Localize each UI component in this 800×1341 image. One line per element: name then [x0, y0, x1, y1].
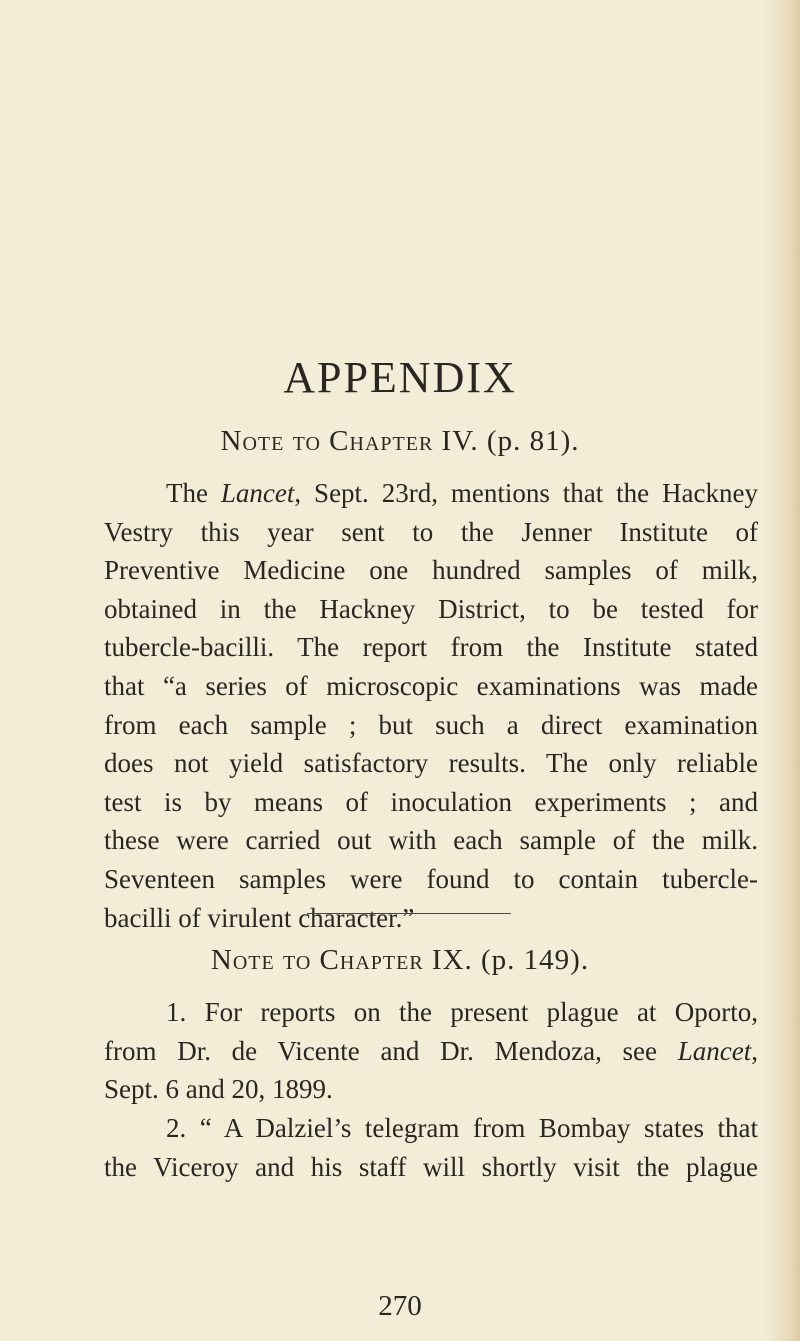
note-to-word: to: [282, 944, 312, 976]
paragraph-line: obtained in the Hackney District, to be tested for: [104, 593, 758, 624]
appendix-heading: APPENDIX: [283, 353, 517, 402]
paragraph-line: Sept. 6 and 20, 1899.: [104, 1074, 333, 1105]
note-chapter-ix-title: [0, 944, 800, 977]
note-chapter-iv-paragraph: [104, 474, 758, 937]
page-edge-shadow: [764, 0, 800, 1341]
note-word: Note: [220, 425, 285, 457]
note-chapter-number: IX. (p. 149).: [431, 944, 590, 976]
paragraph-line: from each sample ; but such a direct examination: [104, 709, 758, 740]
paragraph-line: Preventive Medicine one hundred samples of milk,: [104, 555, 758, 586]
paragraph-line: does not yield satisfactory results. The only reliable: [104, 748, 758, 779]
section-divider: [307, 913, 511, 914]
paragraph-line: these were carried out with each sample of the milk.: [104, 825, 758, 856]
note-word: Note: [210, 944, 275, 976]
note-chapter-ix-item-2: [104, 1109, 758, 1186]
paragraph-line: bacilli of virulent character.”: [104, 902, 415, 933]
note-to-word: to: [292, 425, 321, 457]
paragraph-line: test is by means of inoculation experiments ; and: [104, 786, 758, 817]
paragraph-line: tubercle-bacilli. The report from the Institute stated: [104, 632, 758, 663]
paragraph-line: The Lancet, Sept. 23rd, mentions that the Hackney: [166, 478, 758, 508]
paragraph-line: Vestry this year sent to the Jenner Institute of: [104, 516, 758, 547]
note-chapter-word: Chapter: [319, 944, 424, 976]
note-chapter-ix-item-1: [104, 993, 758, 1109]
paragraph-line: 1. For reports on the present plague at Oporto,: [166, 997, 758, 1027]
paragraph-line: the Viceroy and his staff will shortly visit the plague: [104, 1151, 758, 1182]
paragraph-line: from Dr. de Vicente and Dr. Mendoza, see Lancet,: [104, 1035, 758, 1066]
page-number: 270: [378, 1290, 422, 1322]
note-chapter-word: Chapter: [329, 425, 434, 457]
note-chapter-number: IV. (p. 81).: [441, 425, 580, 457]
note-chapter-iv-title: [0, 425, 800, 458]
paragraph-line: 2. “ A Dalziel’s telegram from Bombay states that: [166, 1113, 758, 1143]
paragraph-line: Seventeen samples were found to contain tubercle-: [104, 863, 758, 894]
paragraph-line: that “a series of microscopic examinations was made: [104, 670, 758, 701]
